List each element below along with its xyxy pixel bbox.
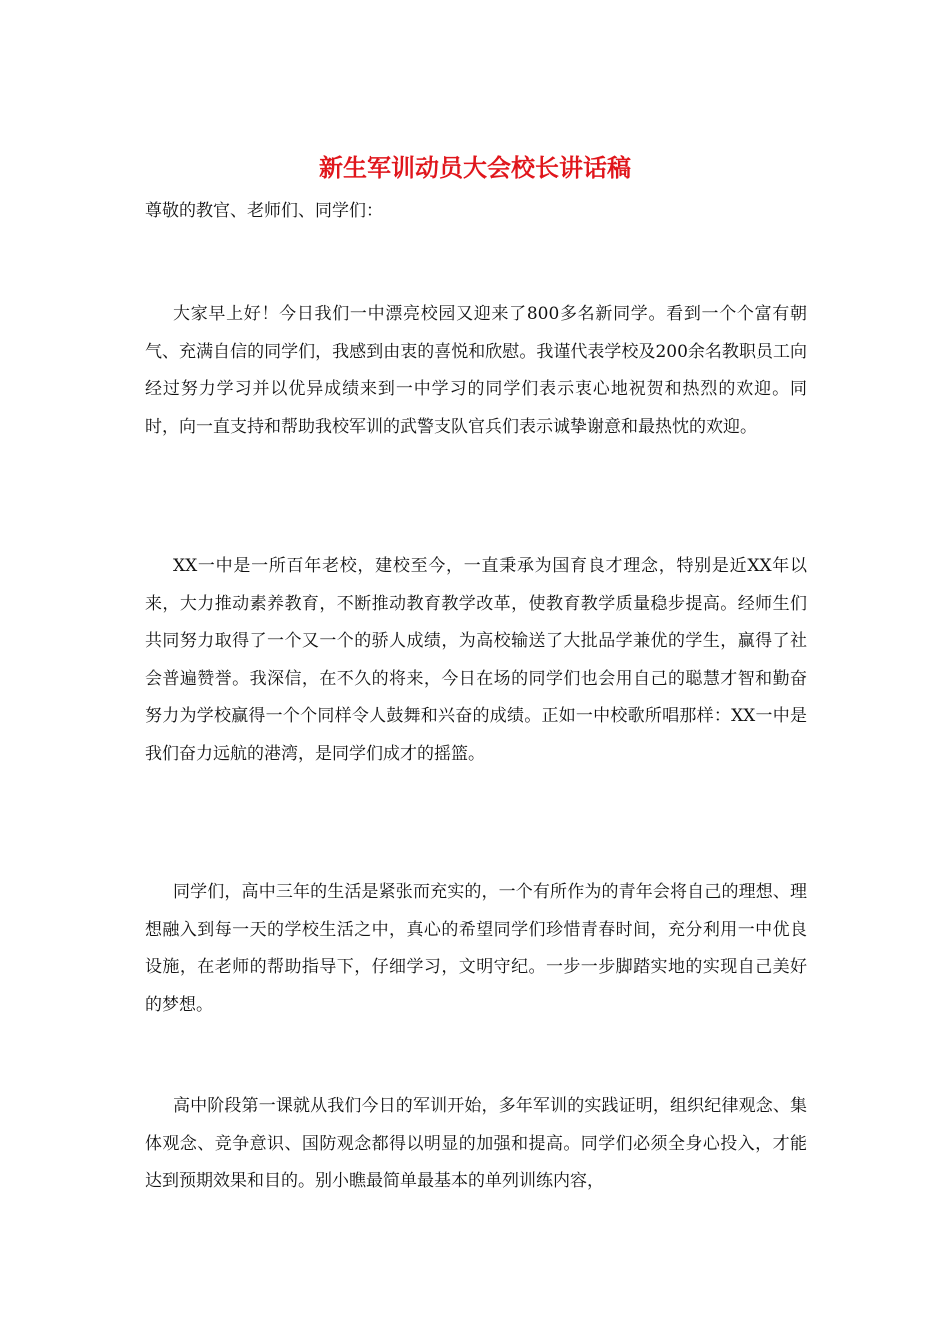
document-title: 新生军训动员大会校长讲话稿 xyxy=(319,153,631,182)
paragraph-4: 高中阶段第一课就从我们今日的军训开始，多年军训的实践证明，组织纪律观念、集体观念、竞争意识、国防观念都得以明显的加强和提高。同学们必须全身心投入，才能达到预期效果和目的。别小瞧最简单最基本的单列训练内容， xyxy=(145,1096,807,1191)
paragraph-1: 大家早上好！今日我们一中漂亮校园又迎来了800多名新同学。看到一个个富有朝气、充满自信的同学们，我感到由衷的喜悦和欣慰。我谨代表学校及200余名教职员工向经过努力学习并以优异成绩来到一中学习的同学们表示衷心地祝贺和热烈的欢迎。同时，向一直支持和帮助我校军训的武警支队官兵们表示诚挚谢意和最热忱的欢迎。 xyxy=(145,304,807,437)
paragraph-2: XX一中是一所百年老校，建校至今，一直秉承为国育良才理念，特别是近XX年以来，大力推动素养教育，不断推动教育教学改革，使教育教学质量稳步提高。经师生们共同努力取得了一个又一个的骄人成绩，为高校输送了大批品学兼优的学生，赢得了社会普遍赞誉。我深信，在不久的将来，今日在场的同学们也会用自己的聪慧才智和勤奋努力为学校赢得一个个同样令人鼓舞和兴奋的成绩。正如一中校歌所唱那样：XX一中是我们奋力远航的港湾，是同学们成才的摇篮。 xyxy=(145,556,807,764)
salutation: 尊敬的教官、老师们、同学们： xyxy=(145,201,383,221)
paragraph-3: 同学们，高中三年的生活是紧张而充实的，一个有所作为的青年会将自己的理想、理想融入到每一天的学校生活之中，真心的希望同学们珍惜青春时间，充分利用一中优良设施，在老师的帮助指导下，仔细学习，文明守纪。一步一步脚踏实地的实现自己美好的梦想。 xyxy=(145,882,807,1015)
